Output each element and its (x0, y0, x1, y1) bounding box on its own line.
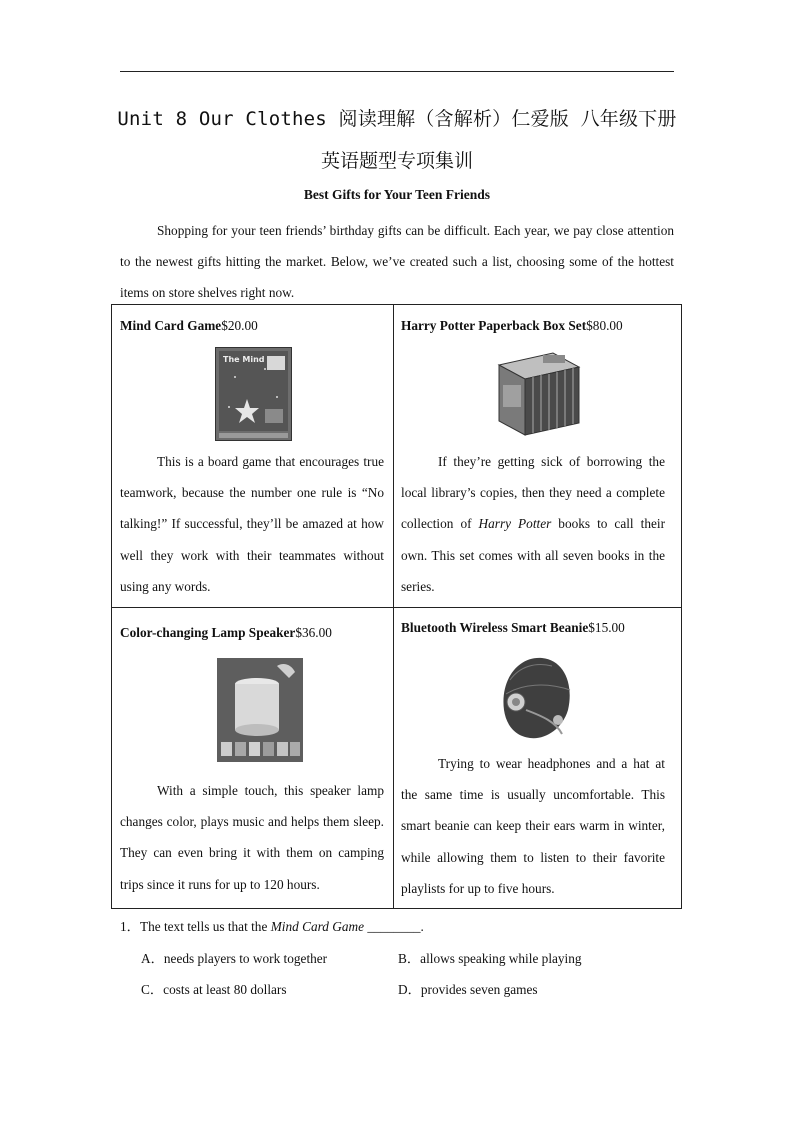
question-1-stem (120, 916, 424, 935)
gift-cell-harry-potter-box-set (401, 305, 665, 607)
question-stem-pre: The text tells us that the (139, 919, 271, 934)
option-text: needs players to work together (163, 951, 328, 966)
option-letter: C． (141, 982, 164, 997)
article-heading: Best Gifts for Your Teen Friends (303, 187, 491, 202)
gift-name: Color-changing Lamp Speaker (120, 625, 296, 640)
option-letter: B． (398, 951, 421, 966)
gift-description (401, 446, 665, 602)
gift-description: With a simple touch, this speaker lamp changes color, plays music and helps them sleep. They can even bring it with them on camping trips since it runs for up to 120 hours. (120, 783, 384, 892)
question-number: 1． (120, 919, 140, 934)
option-letter: D． (398, 982, 421, 997)
option-text: allows speaking while playing (420, 951, 582, 966)
gift-name: Mind Card Game (120, 318, 222, 333)
gift-description: This is a board game that encourages true teamwork, because the number one rule is “No talking!” If successful, they’ll be amazed at how well they work with their teammates without using any words. (120, 454, 384, 594)
gift-price: $15.00 (588, 620, 625, 635)
gift-heading (120, 625, 332, 641)
question-game-name: Mind Card Game (270, 919, 365, 934)
gift-heading (401, 620, 625, 636)
top-rule (120, 71, 674, 72)
gift-price: $36.00 (295, 625, 332, 640)
harry-potter-box-set-image (491, 345, 583, 439)
article-intro: Shopping for your teen friends’ birthday gifts can be difficult. Each year, we pay close attention to the newest gifts hitting the market. Below, we’ve created such a list, choosing some of the hottest items on store shelves right now. (120, 223, 674, 300)
answer-blank: ________. (364, 919, 424, 934)
gift-description-pre: If they’re getting sick of borrowing the local library’s copies, then they need a complete collection of (401, 454, 665, 532)
smart-beanie-image (496, 650, 576, 742)
option-c[interactable] (141, 979, 287, 998)
gift-cell-mind-card-game (120, 305, 384, 607)
mind-card-game-image (215, 347, 292, 441)
game-box-title: The Mind (223, 355, 265, 364)
gift-heading (401, 318, 623, 334)
gift-cell-smart-beanie (401, 608, 665, 908)
option-text: costs at least 80 dollars (163, 982, 287, 997)
page-subtitle: 英语题型专项集训 (320, 150, 473, 172)
book-title: Harry Potter (478, 516, 552, 532)
gift-name: Bluetooth Wireless Smart Beanie (401, 620, 589, 635)
gift-description-post: books to call their own. This set comes with all seven books in the series. (401, 516, 665, 594)
option-a[interactable] (141, 948, 327, 967)
gift-heading (120, 318, 258, 334)
lamp-speaker-image (217, 658, 303, 762)
option-b[interactable] (398, 948, 582, 967)
page-title: Unit 8 Our Clothes 阅读理解（含解析）仁爱版 八年级下册 (117, 108, 677, 130)
option-d[interactable] (398, 979, 538, 998)
gift-price: $20.00 (221, 318, 258, 333)
gift-cell-lamp-speaker (120, 608, 384, 908)
gift-price: $80.00 (586, 318, 623, 333)
gift-table (111, 304, 682, 909)
option-letter: A． (141, 951, 164, 966)
option-text: provides seven games (420, 982, 538, 997)
gift-description: Trying to wear headphones and a hat at the same time is usually uncomfortable. This smart beanie can keep their ears warm in winter, while allowing them to listen to their favorite playlists for up to five hours. (401, 756, 665, 896)
gift-name: Harry Potter Paperback Box Set (401, 318, 587, 333)
